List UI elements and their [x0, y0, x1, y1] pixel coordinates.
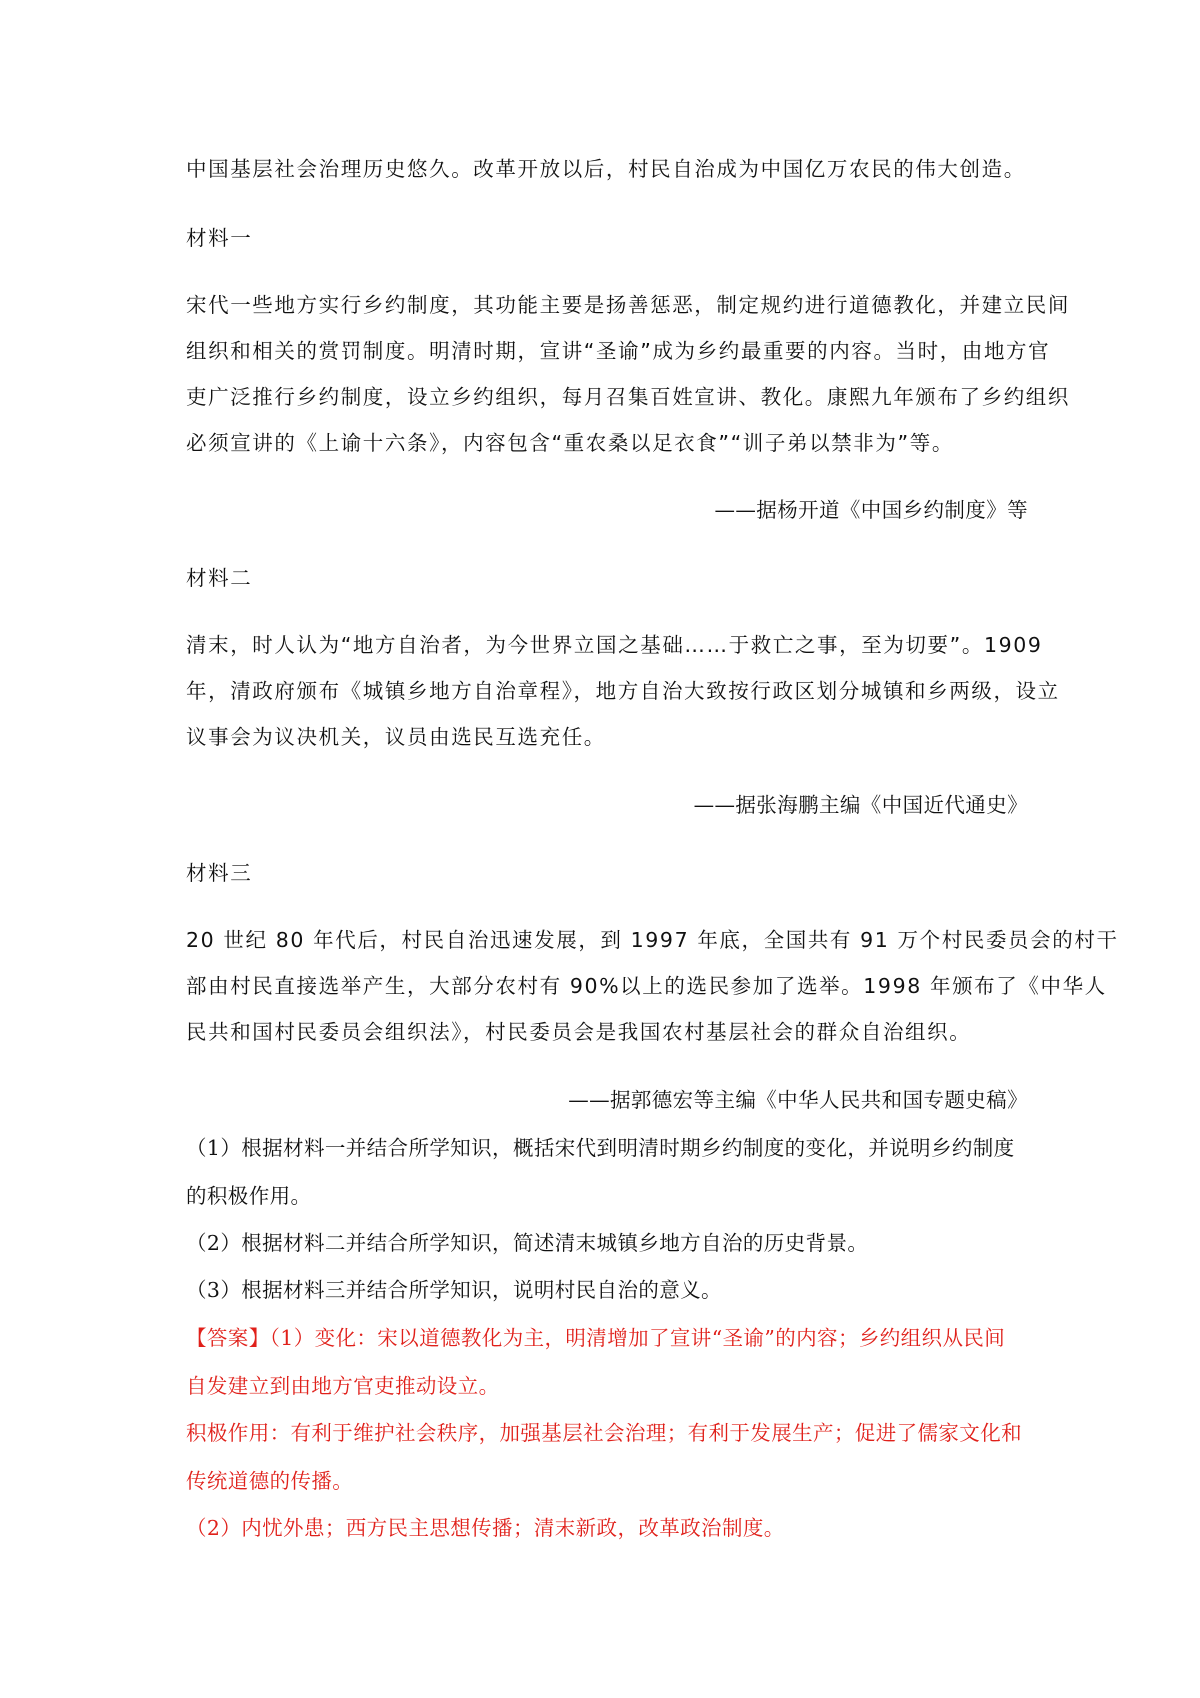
material-2-line-3: 议事会为议决机关，议员由选民互选充任。 [186, 725, 606, 749]
material-3-source: ——据郭德宏等主编《中华人民共和国专题史稿》 [568, 1088, 1028, 1112]
material-1-line-4: 必须宣讲的《上谕十六条》，内容包含“重农桑以足衣食”“训子弟以禁非为”等。 [186, 431, 954, 455]
material-2-line-1: 清末，时人认为“地方自治者，为今世界立国之基础……于救亡之事，至为切要”。1909 [186, 633, 1043, 657]
question-1-line-2: 的积极作用。 [186, 1184, 312, 1208]
material-1-line-2: 组织和相关的赏罚制度。明清时期，宣讲“圣谕”成为乡约最重要的内容。当时，由地方官 [186, 339, 1051, 363]
intro-text: 中国基层社会治理历史悠久。改革开放以后，村民自治成为中国亿万农民的伟大创造。 [186, 157, 1026, 181]
material-1-line-1: 宋代一些地方实行乡约制度，其功能主要是扬善惩恶，制定规约进行道德教化，并建立民间 [186, 293, 1070, 317]
answer-line-4: 传统道德的传播。 [186, 1469, 354, 1493]
answer-text-1: （1）变化：宋以道德教化为主，明清增加了宣讲“圣谕”的内容；乡约组织从民间 [269, 1326, 1006, 1350]
material-3-line-3: 民共和国村民委员会组织法》，村民委员会是我国农村基层社会的群众自治组织。 [186, 1020, 972, 1044]
answer-line-3: 积极作用：有利于维护社会秩序，加强基层社会治理；有利于发展生产；促进了儒家文化和 [186, 1421, 1022, 1445]
material-3-line-2: 部由村民直接选举产生，大部分农村有 90%以上的选民参加了选举。1998 年颁布了《中华人 [186, 974, 1107, 998]
answer-line-5: （2）内忧外患；西方民主思想传播；清末新政，改革政治制度。 [186, 1516, 785, 1540]
question-3: （3）根据材料三并结合所学知识，说明村民自治的意义。 [186, 1278, 722, 1302]
question-1-line-1: （1）根据材料一并结合所学知识，概括宋代到明清时期乡约制度的变化，并说明乡约制度 [186, 1136, 1015, 1160]
answer-line-1 [186, 1323, 1028, 1353]
question-2: （2）根据材料二并结合所学知识，简述清末城镇乡地方自治的历史背景。 [186, 1231, 869, 1255]
material-3-line-1: 20 世纪 80 年代后，村民自治迅速发展，到 1997 年底，全国共有 91 万个村民委员会的村干 [186, 928, 1119, 952]
material-1-source: ——据杨开道《中国乡约制度》等 [714, 498, 1028, 522]
material-1-line-3: 吏广泛推行乡约制度，设立乡约组织，每月召集百姓宣讲、教化。康熙九年颁布了乡约组织 [186, 385, 1070, 409]
material-3-heading: 材料三 [186, 861, 253, 885]
material-2-source: ——据张海鹏主编《中国近代通史》 [693, 793, 1028, 817]
answer-line-2: 自发建立到由地方官吏推动设立。 [186, 1374, 500, 1398]
material-1-heading: 材料一 [186, 226, 253, 250]
answer-label: 【答案】 [186, 1326, 270, 1350]
material-2-line-2: 年，清政府颁布《城镇乡地方自治章程》，地方自治大致按行政区划分城镇和乡两级，设立 [186, 679, 1060, 703]
material-2-heading: 材料二 [186, 566, 253, 590]
